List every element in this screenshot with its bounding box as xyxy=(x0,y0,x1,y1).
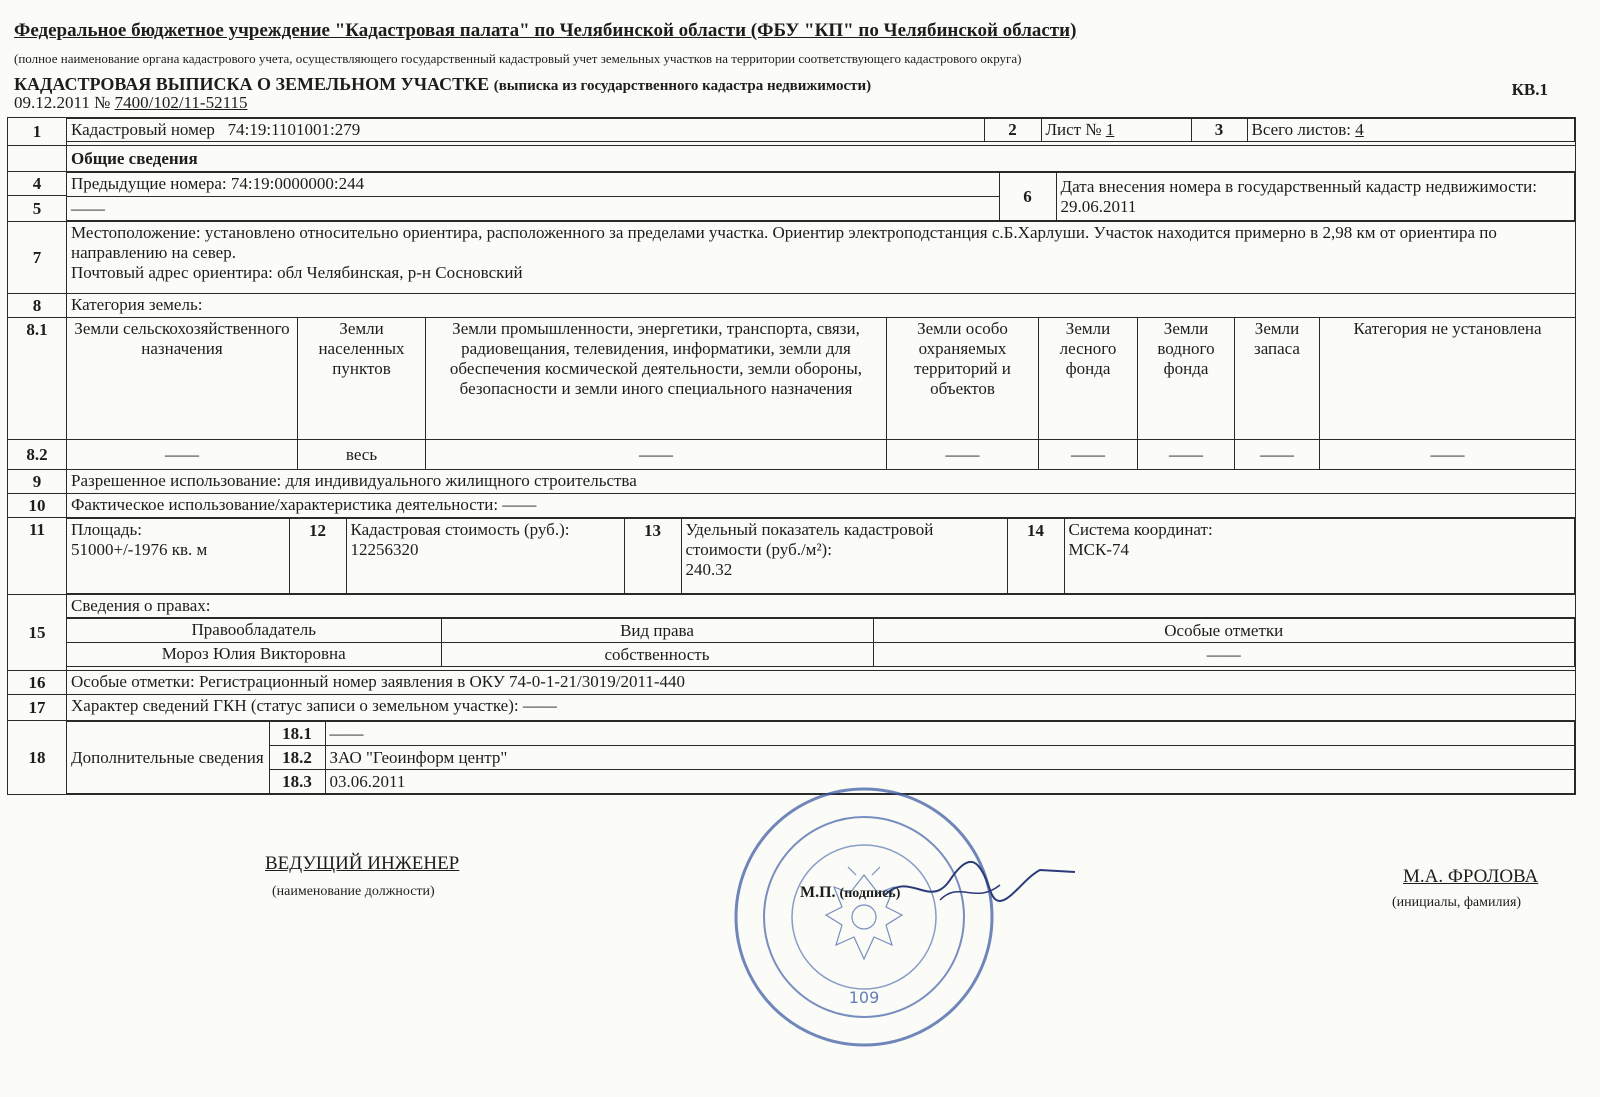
land-category-value: —— xyxy=(887,440,1039,470)
land-category-value: —— xyxy=(1039,440,1138,470)
sub-row-num: 18.3 xyxy=(269,770,325,794)
permitted-use: Разрешенное использование: для индивидуального жилищного строительства xyxy=(67,470,1576,494)
row-num: 10 xyxy=(8,494,67,518)
stamp-number: 109 xyxy=(848,988,880,1007)
coordinate-system-label: Система координат: xyxy=(1068,520,1213,539)
cadastral-table xyxy=(7,117,1576,795)
row-num: 14 xyxy=(1007,519,1064,594)
cadastre-entry-date: Дата внесения номера в государственный кадастр недвижимости: 29.06.2011 xyxy=(1056,173,1575,221)
mp-label: М.П. xyxy=(800,884,836,901)
cadastral-value-label: Кадастровая стоимость (руб.): xyxy=(350,520,570,539)
land-category-value: —— xyxy=(67,440,298,470)
institution-caption: (полное наименование органа кадастрового учета, осуществляющего государственный кадастровый учет земельных участков на территории соответствующего кадастрового округа) xyxy=(14,51,1022,66)
row-num: 13 xyxy=(624,519,681,594)
location xyxy=(67,222,1576,294)
row-num: 12 xyxy=(289,519,346,594)
row-17 xyxy=(8,695,1576,721)
coordinate-system xyxy=(1064,519,1575,594)
row-num: 8.2 xyxy=(8,440,67,470)
document-date: 09.12.2011 xyxy=(14,93,90,112)
rights-holder: Мороз Юлия Викторовна xyxy=(67,643,441,667)
total-sheets-label: Всего листов: xyxy=(1251,120,1352,139)
row-num: 8.1 xyxy=(8,318,67,440)
document-title-main: КАДАСТРОВАЯ ВЫПИСКА О ЗЕМЕЛЬНОМ УЧАСТКЕ xyxy=(14,74,490,94)
row-11 xyxy=(8,518,1576,595)
total-sheets xyxy=(1247,119,1575,142)
cadastral-value xyxy=(346,519,624,594)
area-label: Площадь: xyxy=(71,520,143,539)
row-num: 3 xyxy=(1191,119,1247,142)
additional-info-value: 03.06.2011 xyxy=(325,770,1575,794)
row-4 xyxy=(8,172,1576,196)
signer-name-caption: (инициалы, фамилия) xyxy=(1392,895,1522,910)
rights-table xyxy=(67,618,1575,667)
document-subtitle: (выписка из государственного кадастра недвижимости) xyxy=(493,78,872,94)
signature-icon xyxy=(880,850,1080,920)
row-num: 18 xyxy=(8,721,67,795)
additional-info-value: —— xyxy=(325,722,1575,746)
land-category-value: —— xyxy=(1138,440,1235,470)
coordinate-system-value: МСК-74 xyxy=(1068,540,1129,559)
institution-title: Федеральное бюджетное учреждение "Кадастровая палата" по Челябинской области (ФБУ "КП" по Челябинской области) xyxy=(14,20,1077,41)
row-15 xyxy=(8,595,1576,671)
land-category: Земли сельскохозяйственного назначения xyxy=(67,318,298,440)
number-prefix: № xyxy=(94,93,111,112)
row-num: 11 xyxy=(8,518,67,595)
row-7 xyxy=(8,222,1576,294)
land-category-value: —— xyxy=(1320,440,1576,470)
rights-notes: —— xyxy=(873,643,1575,667)
row-8-1 xyxy=(8,318,1576,440)
document-number: 7400/102/11-52115 xyxy=(114,93,248,112)
row-num: 15 xyxy=(8,595,67,671)
row-num: 4 xyxy=(8,172,67,196)
row-num: 2 xyxy=(984,119,1041,142)
actual-use: Фактическое использование/характеристика деятельности: —— xyxy=(67,494,1576,518)
rights-title: Сведения о правах: xyxy=(67,595,1575,618)
cadastral-number xyxy=(67,119,984,142)
specific-value-label: Удельный показатель кадастровой стоимости (руб./м²): xyxy=(685,520,934,559)
land-category: Земли особо охраняемых территорий и объектов xyxy=(887,318,1039,440)
specific-value xyxy=(681,519,1007,594)
general-row xyxy=(8,146,1576,172)
area-value: 51000+/-1976 кв. м xyxy=(71,540,208,559)
cadastral-number-label: Кадастровый номер xyxy=(71,120,215,139)
signature-caption: (подпись) xyxy=(839,886,901,901)
additional-info-value: ЗАО "Геоинформ центр" xyxy=(325,746,1575,770)
row-num: 6 xyxy=(999,173,1056,221)
land-category-value: —— xyxy=(426,440,887,470)
row-num: 7 xyxy=(8,222,67,294)
row-8-2 xyxy=(8,440,1576,470)
record-status: Характер сведений ГКН (статус записи о земельном участке): —— xyxy=(67,695,1576,721)
land-category-title: Категория земель: xyxy=(67,294,1576,318)
row-10 xyxy=(8,494,1576,518)
postal-address: Почтовый адрес ориентира: обл Челябинская, р-н Сосновский xyxy=(71,263,523,282)
sub-row-num: 18.1 xyxy=(269,722,325,746)
specific-value-amount: 240.32 xyxy=(685,560,733,579)
sub-row-num: 18.2 xyxy=(269,746,325,770)
previous-numbers: Предыдущие номера: 74:19:0000000:244 xyxy=(67,173,999,197)
location-text: Местоположение: установлено относительно ориентира, расположенного за пределами участка. Ориентир электроподстанция с.Б.Харлуши. Участок находится примерно в 2,98 км от ориентира по направлению на север. xyxy=(71,223,1497,262)
cadastral-number-value: 74:19:1101001:279 xyxy=(227,120,361,139)
row-16 xyxy=(8,671,1576,695)
row-num: 9 xyxy=(8,470,67,494)
land-category: Земли населенных пунктов xyxy=(298,318,426,440)
land-category: Земли запаса xyxy=(1235,318,1320,440)
sheet-value: 1 xyxy=(1105,120,1115,139)
land-category: Земли лесного фонда xyxy=(1039,318,1138,440)
signer-position-caption: (наименование должности) xyxy=(272,884,435,899)
document-title xyxy=(14,74,871,95)
document-date-number xyxy=(14,93,247,113)
general-section-title: Общие сведения xyxy=(67,146,1576,172)
row-9 xyxy=(8,470,1576,494)
land-category: Категория не установлена xyxy=(1320,318,1576,440)
total-sheets-value: 4 xyxy=(1355,120,1364,139)
row-5-value: —— xyxy=(67,197,999,221)
row-num: 17 xyxy=(8,695,67,721)
row-num: 16 xyxy=(8,671,67,695)
row-8 xyxy=(8,294,1576,318)
rights-type: собственность xyxy=(441,643,873,667)
rights-header: Правообладатель xyxy=(67,619,441,643)
row-num: 1 xyxy=(8,118,67,146)
sheet-label: Лист № xyxy=(1045,120,1102,139)
rights-header: Особые отметки xyxy=(873,619,1575,643)
special-notes: Особые отметки: Регистрационный номер заявления в ОКУ 74-0-1-21/3019/2011-440 xyxy=(67,671,1576,695)
land-category-value: весь xyxy=(298,440,426,470)
row-num: 5 xyxy=(8,196,67,222)
land-category-value: —— xyxy=(1235,440,1320,470)
seal-place xyxy=(800,884,900,902)
row-1 xyxy=(8,118,1576,146)
row-num: 8 xyxy=(8,294,67,318)
sheet-number xyxy=(1041,119,1191,142)
additional-info-label: Дополнительные сведения xyxy=(67,722,269,794)
land-category: Земли промышленности, энергетики, транспорта, связи, радиовещания, телевидения, информатики, земли для обеспечения космической деятельности, земли обороны, безопасности и земли иного специального назначения xyxy=(426,318,887,440)
signer-name: М.А. ФРОЛОВА xyxy=(1403,866,1539,887)
rights-header: Вид права xyxy=(441,619,873,643)
form-code: КВ.1 xyxy=(1511,80,1548,99)
signer-position: ВЕДУЩИЙ ИНЖЕНЕР xyxy=(265,853,460,874)
cadastral-value-amount: 12256320 xyxy=(350,540,419,559)
area xyxy=(67,519,289,594)
land-category: Земли водного фонда xyxy=(1138,318,1235,440)
